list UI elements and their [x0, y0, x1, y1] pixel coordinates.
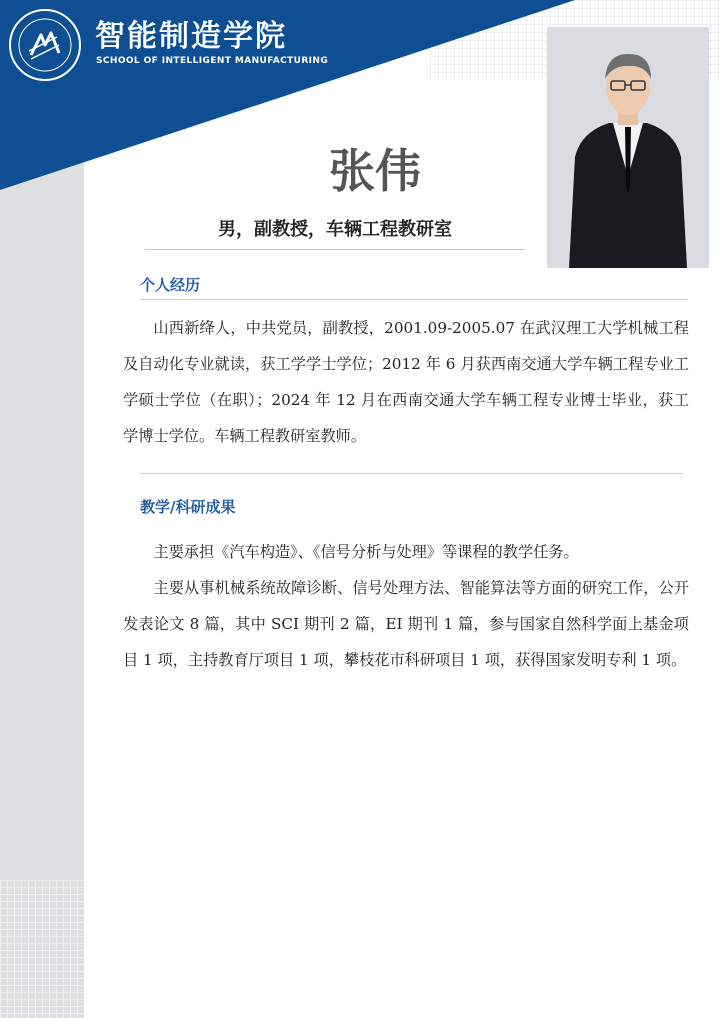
person-name: 张伟: [329, 144, 421, 198]
summary-divider: [145, 249, 525, 250]
bottom-grid-pattern: [0, 880, 84, 1018]
section-title-achievements: 教学/科研成果: [140, 498, 236, 516]
research-paragraph: 主要从事机械系统故障诊断、信号处理方法、智能算法等方面的研究工作，公开发表论文 8 篇，其中 SCI 期刊 2 篇，EI 期刊 1 篇，参与国家自然科学面上基金项目 1 项，主持教育厅项目 1 项，攀枝花市科研项目 1 项，获得国家发明专利 1 项。: [123, 579, 689, 669]
portrait-photo: [547, 27, 709, 268]
teaching-paragraph: 主要承担《汽车构造》、《信号分析与处理》等课程的教学任务。: [153, 543, 579, 561]
school-logo: [9, 9, 81, 81]
school-name-cn: 智能制造学院: [95, 19, 287, 54]
section-title-experience: 个人经历: [140, 276, 201, 294]
section-divider: [140, 473, 683, 474]
section-divider: [140, 299, 688, 300]
experience-paragraph: 山西新绛人，中共党员，副教授，2001.09-2005.07 在武汉理工大学机械工程及自动化专业就读，获工学学士学位；2012 年 6 月获西南交通大学车辆工程专业工学硕士学位（在职）；2024 年 12 月在西南交通大学车辆工程专业博士毕业，获工学博士学位。车辆工程教研室教师。: [123, 319, 689, 445]
person-summary: 男，副教授，车辆工程教研室: [218, 219, 452, 240]
school-name-en: SCHOOL OF INTELLIGENT MANUFACTURING: [96, 56, 329, 66]
